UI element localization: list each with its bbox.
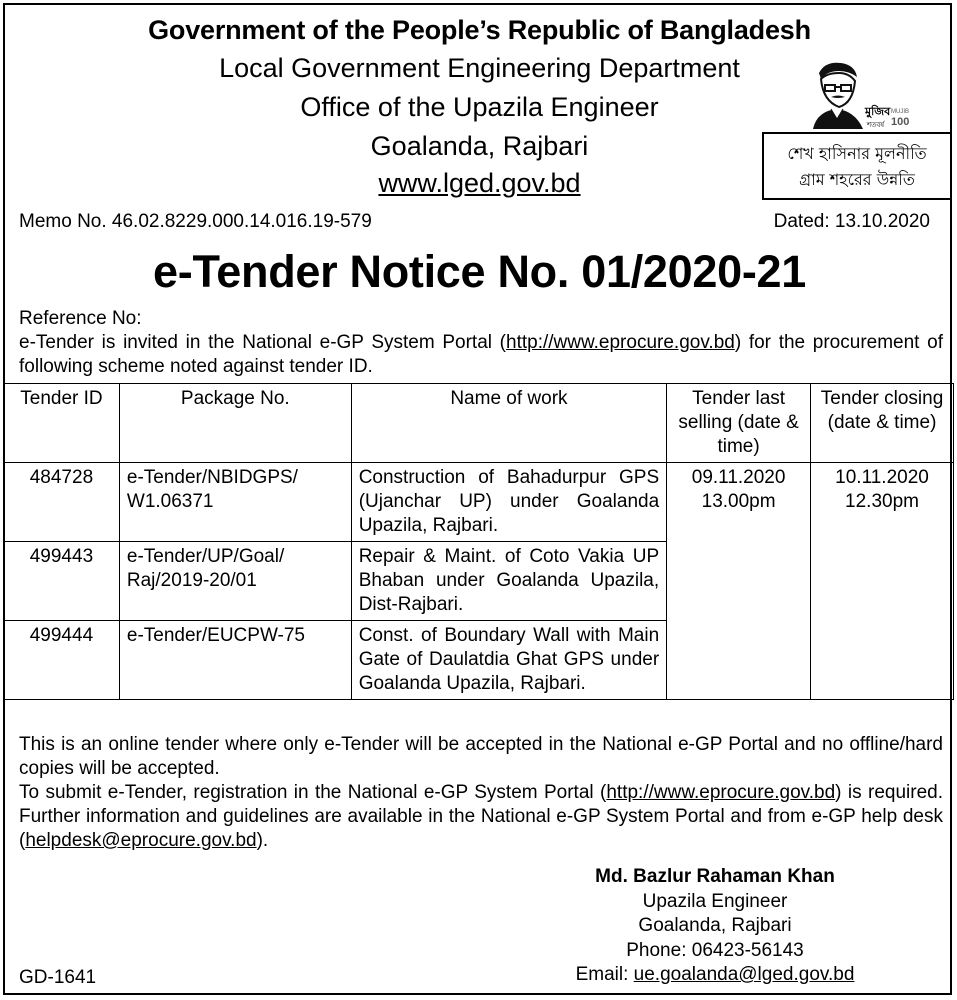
intro-section xyxy=(19,307,943,379)
department-name: Local Government Engineering Department xyxy=(219,53,740,83)
signature-block xyxy=(565,865,865,988)
portal-link[interactable]: http://www.eprocure.gov.bd xyxy=(606,782,836,803)
office-location: Goalanda, Rajbari xyxy=(370,131,589,161)
badge-mujib-text: MUJIB xyxy=(891,109,909,115)
helpdesk-email-link[interactable]: helpdesk@eprocure.gov.bd xyxy=(25,830,257,851)
slogan-line-2: গ্রাম শহরের উন্নতি xyxy=(799,170,915,189)
package-no-cell: e-Tender/NBIDGPS/ W1.06371 xyxy=(119,463,351,542)
intro-paragraph: e-Tender is invited in the National e-GP System Portal (http://www.eprocure.gov.bd) for the procurement of following scheme noted against tender ID. xyxy=(19,332,943,377)
header-name-of-work: Name of work xyxy=(351,384,666,463)
signatory-location: Goalanda, Rajbari xyxy=(638,915,792,936)
tender-id-cell: 499444 xyxy=(4,621,120,700)
name-of-work-cell: Construction of Bahadurpur GPS (Ujanchar UP) under Goalanda Upazila, Rajbari. xyxy=(351,463,666,542)
submission-paragraph: To submit e-Tender, registration in the National e-GP System Portal (http://www.eprocure.gov.bd) is required. Further information and guidelines are available in the National e-GP System Portal and from e-GP help desk (helpdesk@eprocure.gov.bd). xyxy=(19,782,943,851)
government-title: Government of the People’s Republic of Bangladesh xyxy=(148,15,811,45)
header-tender-id: Tender ID xyxy=(4,384,120,463)
tender-table xyxy=(3,383,954,700)
package-no-cell: e-Tender/UP/Goal/ Raj/2019-20/01 xyxy=(119,542,351,621)
package-no-cell: e-Tender/EUCPW-75 xyxy=(119,621,351,700)
mujib-100-emblem xyxy=(805,57,909,129)
memo-number: Memo No. 46.02.8229.000.14.016.19-579 xyxy=(19,211,372,232)
office-name: Office of the Upazila Engineer xyxy=(300,92,659,122)
tender-id-cell: 499443 xyxy=(4,542,120,621)
closing-date: 10.11.2020 xyxy=(835,467,929,488)
website-link[interactable]: www.lged.gov.bd xyxy=(378,168,581,198)
name-of-work-cell: Repair & Maint. of Coto Vakia UP Bhaban under Goalanda Upazila, Dist-Rajbari. xyxy=(351,542,666,621)
slogan-box xyxy=(762,132,952,200)
header-last-selling: Tender last selling (date & time) xyxy=(667,384,811,463)
signatory-email-line: Email: ue.goalanda@lged.gov.bd xyxy=(575,964,855,985)
badge-number: 100 xyxy=(891,116,909,128)
signatory-designation: Upazila Engineer xyxy=(642,890,788,912)
table-header-row xyxy=(4,384,954,463)
footer-text xyxy=(19,733,943,853)
closing-time: 12.30pm xyxy=(845,491,919,512)
name-of-work-cell: Const. of Boundary Wall with Main Gate of Daulatdia Ghat GPS under Goalanda Upazila, Rajbari. xyxy=(351,621,666,700)
tender-id-cell: 484728 xyxy=(4,463,120,542)
reference-line: Reference No: xyxy=(19,308,142,329)
gd-number: GD-1641 xyxy=(19,967,97,988)
signatory-email-link[interactable]: ue.goalanda@lged.gov.bd xyxy=(633,964,855,985)
dated: Dated: 13.10.2020 xyxy=(773,211,930,232)
badge-bangla-top: মুজিব xyxy=(865,105,891,118)
badge-bangla-bottom: শতবর্ষ xyxy=(867,121,885,129)
last-selling-date: 09.11.2020 xyxy=(691,467,786,488)
last-selling-time: 13.00pm xyxy=(701,491,776,512)
notice-title: e-Tender Notice No. 01/2020-21 xyxy=(153,246,806,297)
header-package-no: Package No. xyxy=(119,384,351,463)
last-selling-cell xyxy=(667,463,811,700)
online-tender-paragraph: This is an online tender where only e-Tender will be accepted in the National e-GP Portal and no offline/hard copies will be accepted. xyxy=(19,734,943,779)
signatory-phone: Phone: 06423-56143 xyxy=(626,939,804,961)
table-row xyxy=(4,463,954,542)
closing-cell xyxy=(811,463,954,700)
portal-link[interactable]: http://www.eprocure.gov.bd xyxy=(506,332,735,353)
notice-page xyxy=(3,3,952,995)
header-closing: Tender closing (date & time) xyxy=(811,384,954,463)
slogan-line-1: শেখ হাসিনার মূলনীতি xyxy=(787,144,927,163)
signatory-name: Md. Bazlur Rahaman Khan xyxy=(595,866,835,887)
